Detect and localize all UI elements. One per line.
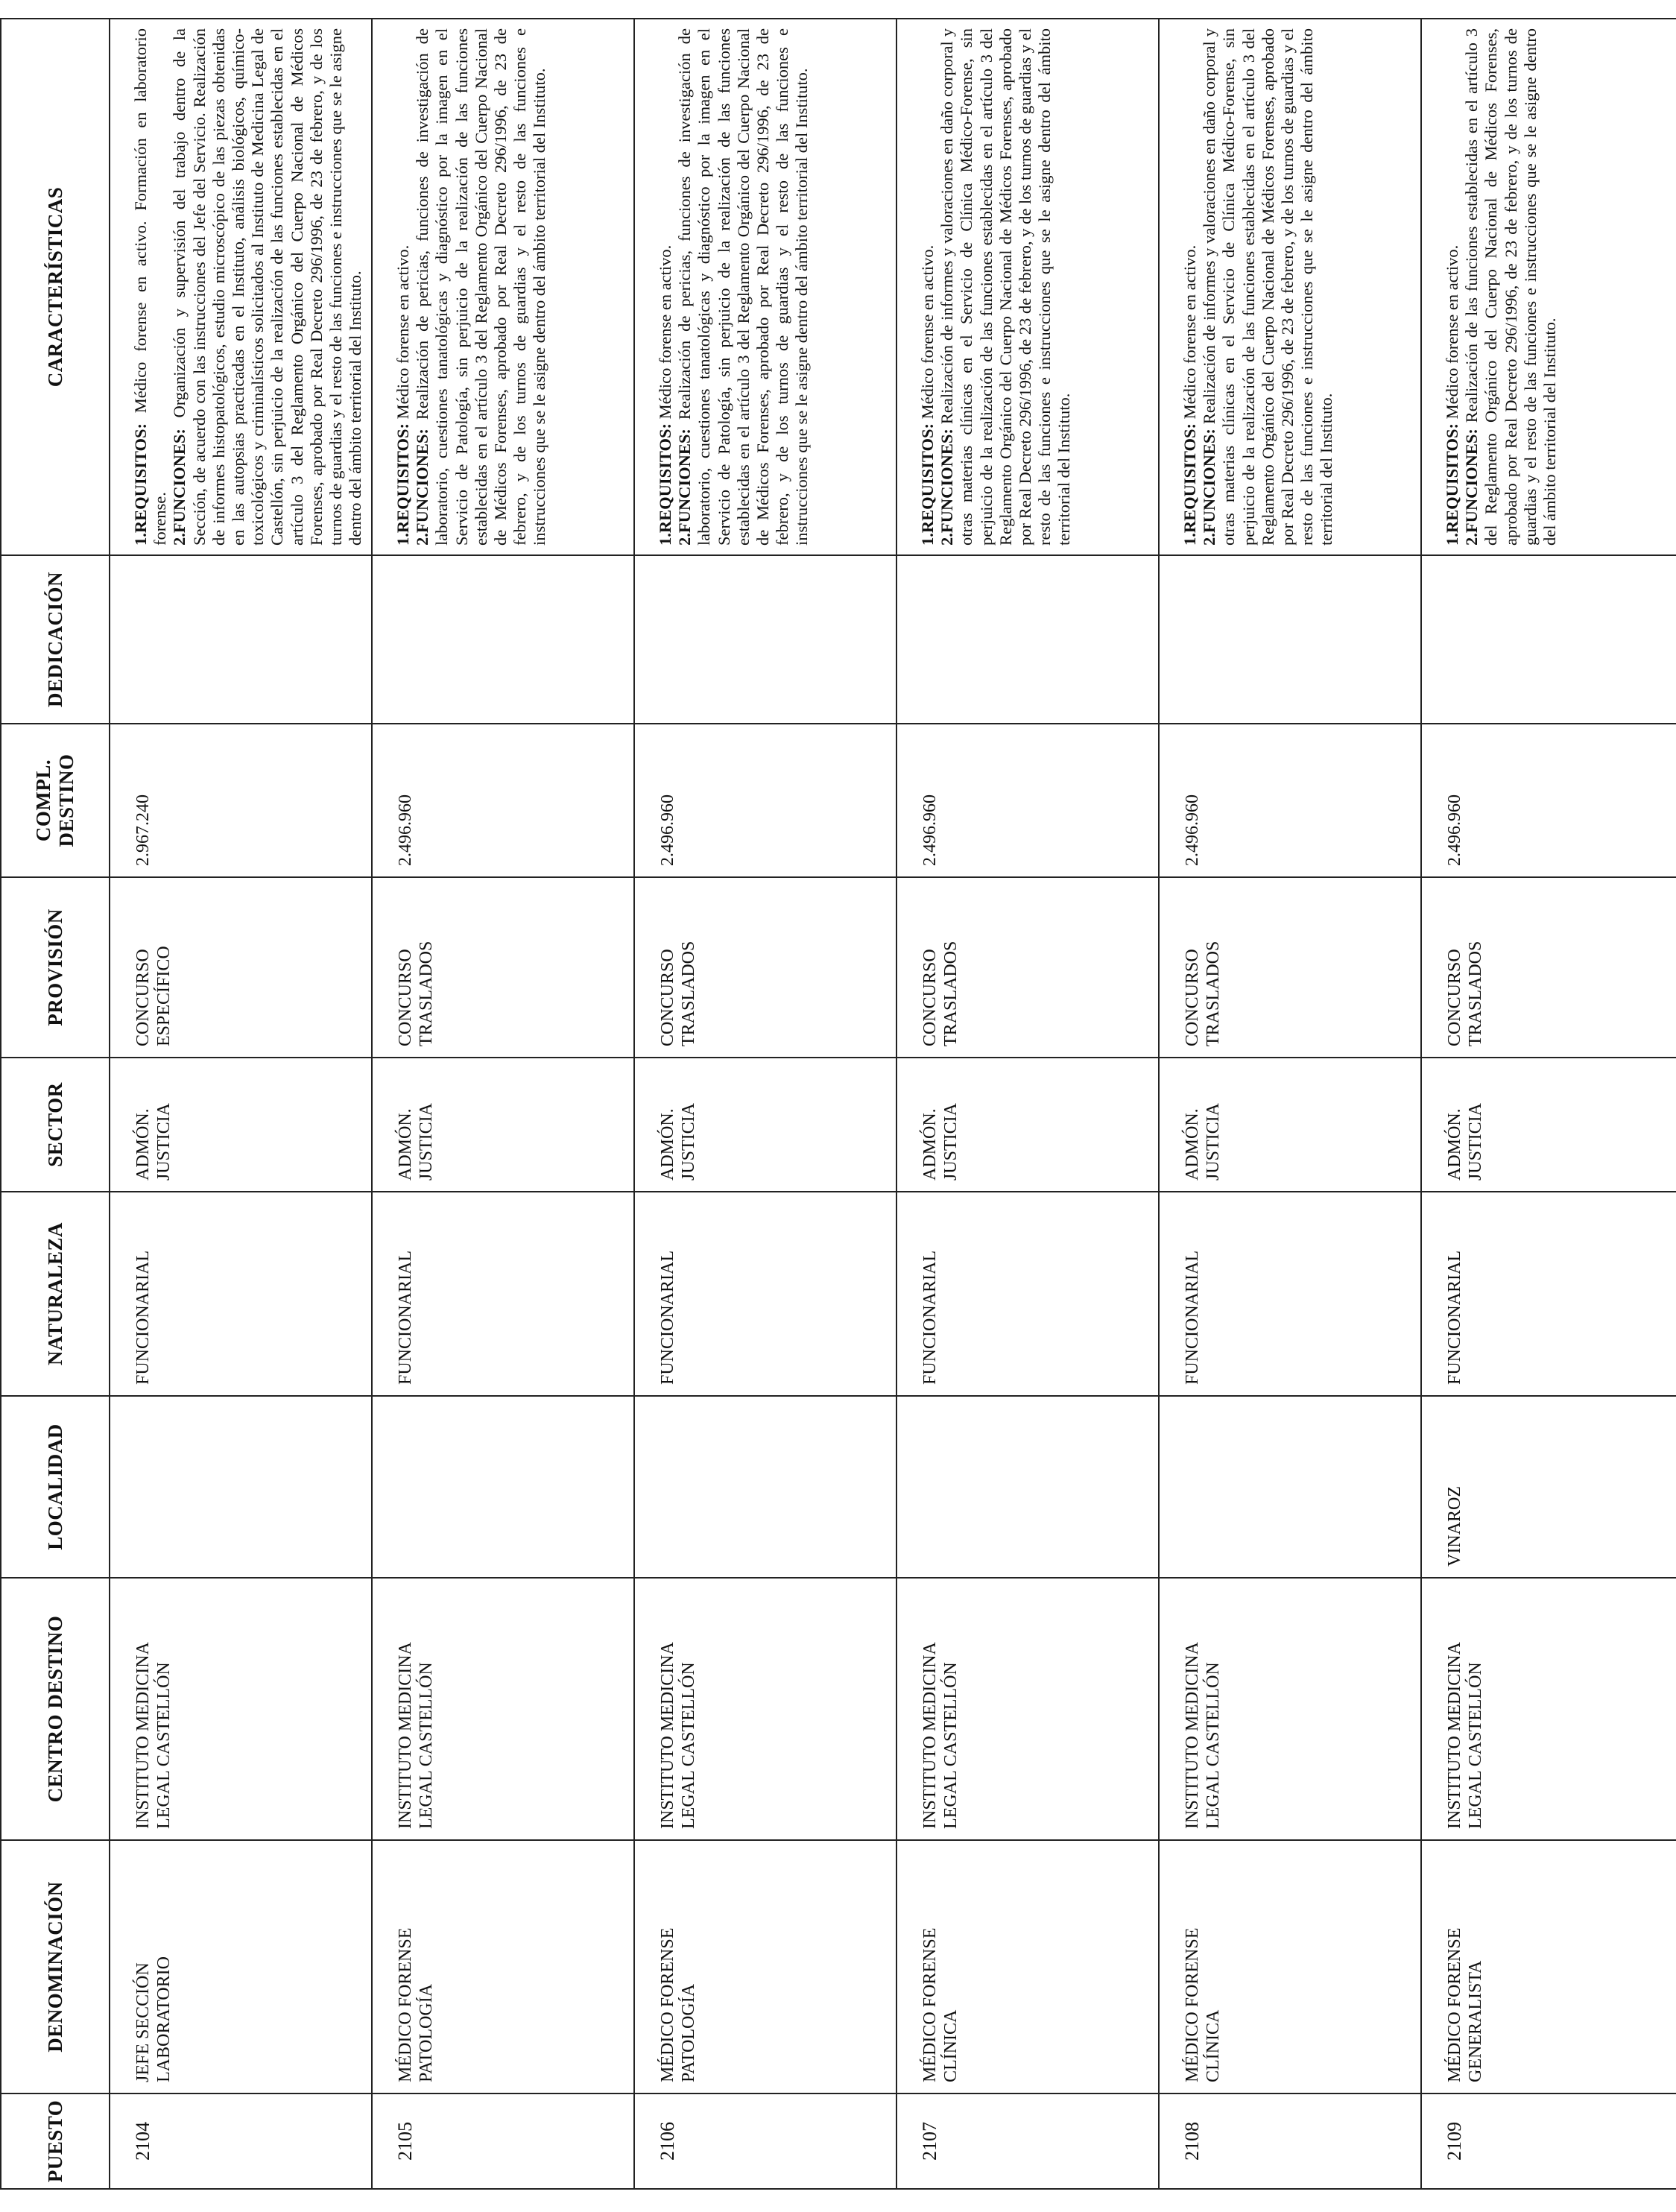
funciones-text: Realización de informes y valoraciones en daño corporal y otras materias clínicas en el Servicio de Clínica Médico-Forense, sin perjuicio de la realización de las funciones establecidas en el artículo 3 del Reglamento Orgánico del Cuerpo Nacional de Médicos Forenses, aprobado por Real Decreto 296/1996, de 23 de febrero, y de los turnos de guardias y el resto de las funciones e instrucciones que se le asigne dentro del ámbito territorial del Instituto. [937, 28, 1074, 546]
denominacion-cell: MÉDICO FORENSE CLÍNICA [896, 1840, 1159, 2094]
centro-destino-cell: INSTITUTO MEDICINA LEGAL CASTELLÓN [634, 1578, 896, 1840]
naturaleza-cell: FUNCIONARIAL [1159, 1192, 1421, 1396]
requisitos-text: Médico forense en activo. [1443, 244, 1461, 420]
denominacion-cell: JEFE SECCIÓN LABORATORIO [110, 1840, 372, 2094]
provision-cell: CONCURSO ESPECÍFICO [110, 877, 372, 1058]
table-row [1421, 19, 1676, 2189]
requisitos-text: Médico forense en activo. [656, 244, 674, 420]
puesto-cell: 2106 [634, 2094, 896, 2189]
caracteristicas-cell [372, 19, 634, 555]
header-puesto: PUESTO [1, 2094, 110, 2189]
provision-cell: CONCURSO TRASLADOS [1421, 877, 1676, 1058]
centro-destino-cell: INSTITUTO MEDICINA LEGAL CASTELLÓN [1421, 1578, 1676, 1840]
sector-cell: ADMÓN. JUSTICIA [372, 1058, 634, 1192]
provision-cell: CONCURSO TRASLADOS [1159, 877, 1421, 1058]
sector-cell: ADMÓN. JUSTICIA [1421, 1058, 1676, 1192]
localidad-cell [110, 1396, 372, 1578]
compl-destino-cell: 2.496.960 [634, 724, 896, 877]
compl-destino-cell: 2.967.240 [110, 724, 372, 877]
localidad-cell [1159, 1396, 1421, 1578]
puesto-cell: 2107 [896, 2094, 1159, 2189]
header-row [1, 19, 110, 2189]
compl-destino-cell: 2.496.960 [1421, 724, 1676, 877]
puesto-cell: 2105 [372, 2094, 634, 2189]
dedicacion-cell [1421, 555, 1676, 724]
localidad-cell [896, 1396, 1159, 1578]
compl-destino-cell: 2.496.960 [372, 724, 634, 877]
requisitos-label: 1.REQUISITOS: [1180, 423, 1199, 546]
requisitos-label: 1.REQUISITOS: [656, 423, 674, 546]
funciones-text: Organización y supervisión del trabajo dentro de la Sección, de acuerdo con las instrucciones del Jefe del Servicio. Realización de informes histopatológicos, estudio microscópico de las piezas obtenidas en las autopsias practicadas en el Instituto, análisis biológicos, químico-toxicológicos y criminalísticos solicitados al Instituto de Medicina Legal de Castellón, sin perjuicio de la realización de las funciones establecidas en el artículo 3 del Reglamento Orgánico del Cuerpo Nacional de Médicos Forenses, aprobado por Real Decreto 296/1996, de 23 de febrero, y de los turnos de guardias y el resto de las funciones e instrucciones que se le asigne dentro del ámbito territorial del Instituto. [170, 28, 365, 546]
puesto-cell: 2108 [1159, 2094, 1421, 2189]
header-compl-destino: COMPL. DESTINO [1, 724, 110, 877]
puesto-cell: 2104 [110, 2094, 372, 2189]
denominacion-cell: MÉDICO FORENSE PATOLOGÍA [634, 1840, 896, 2094]
requisitos-label: 1.REQUISITOS: [131, 423, 150, 546]
sector-cell: ADMÓN. JUSTICIA [896, 1058, 1159, 1192]
sector-cell: ADMÓN. JUSTICIA [110, 1058, 372, 1192]
centro-destino-cell: INSTITUTO MEDICINA LEGAL CASTELLÓN [1159, 1578, 1421, 1840]
caracteristicas-cell [110, 19, 372, 555]
localidad-cell: VINAROZ [1421, 1396, 1676, 1578]
centro-destino-cell: INSTITUTO MEDICINA LEGAL CASTELLÓN [372, 1578, 634, 1840]
funciones-label: 2.FUNCIONES: [170, 429, 189, 546]
naturaleza-cell: FUNCIONARIAL [634, 1192, 896, 1396]
requisitos-label: 1.REQUISITOS: [1443, 423, 1461, 546]
header-naturaleza: NATURALEZA [1, 1192, 110, 1396]
provision-cell: CONCURSO TRASLADOS [634, 877, 896, 1058]
header-centro-destino: CENTRO DESTINO [1, 1578, 110, 1840]
requisitos-text: Médico forense en activo. Formación en laboratorio forense. [131, 28, 170, 546]
funciones-label: 2.FUNCIONES: [1462, 429, 1481, 546]
table-row [896, 19, 1159, 2189]
caracteristicas-cell [896, 19, 1159, 555]
funciones-label: 2.FUNCIONES: [1200, 429, 1219, 546]
localidad-cell [634, 1396, 896, 1578]
compl-destino-cell: 2.496.960 [896, 724, 1159, 877]
puestos-table [0, 18, 1676, 2190]
sector-cell: ADMÓN. JUSTICIA [634, 1058, 896, 1192]
denominacion-cell: MÉDICO FORENSE PATOLOGÍA [372, 1840, 634, 2094]
naturaleza-cell: FUNCIONARIAL [110, 1192, 372, 1396]
table-row [634, 19, 896, 2189]
provision-cell: CONCURSO TRASLADOS [896, 877, 1159, 1058]
dedicacion-cell [634, 555, 896, 724]
funciones-label: 2.FUNCIONES: [937, 429, 957, 546]
table-row [110, 19, 372, 2189]
denominacion-cell: MÉDICO FORENSE GENERALISTA [1421, 1840, 1676, 2094]
header-denominacion: DENOMINACIÓN [1, 1840, 110, 2094]
caracteristicas-cell [1421, 19, 1676, 555]
requisitos-label: 1.REQUISITOS: [393, 423, 412, 546]
caracteristicas-cell [634, 19, 896, 555]
dedicacion-cell [896, 555, 1159, 724]
dedicacion-cell [1159, 555, 1421, 724]
dedicacion-cell [110, 555, 372, 724]
header-localidad: LOCALIDAD [1, 1396, 110, 1578]
header-provision: PROVISIÓN [1, 877, 110, 1058]
denominacion-cell: MÉDICO FORENSE CLÍNICA [1159, 1840, 1421, 2094]
funciones-text: Realización de pericias, funciones de investigación de laboratorio, cuestiones tanatológicas y diagnóstico por la imagen en el Servicio de Patología, sin perjuicio de la realización de las funciones establecidas en el artículo 3 del Reglamento Orgánico del Cuerpo Nacional de Médicos Forenses, aprobado por Real Decreto 296/1996, de 23 de febrero, y de los turnos de guardias y el resto de las funciones e instrucciones que se le asigne dentro del ámbito territorial del Instituto. [675, 28, 812, 546]
localidad-cell [372, 1396, 634, 1578]
dedicacion-cell [372, 555, 634, 724]
requisitos-label: 1.REQUISITOS: [918, 423, 937, 546]
caracteristicas-cell [1159, 19, 1421, 555]
header-caracteristicas: CARACTERÍSTICAS [1, 19, 110, 555]
funciones-text: Realización de las funciones establecidas en el artículo 3 del Reglamento Orgánico del Cuerpo Nacional de Médicos Forenses, aprobado por Real Decreto 296/1996, de 23 de febrero, y de los turnos de guardias y el resto de las funciones e instrucciones que se le asigne dentro del ámbito territorial del Instituto. [1462, 28, 1560, 546]
header-sector: SECTOR [1, 1058, 110, 1192]
naturaleza-cell: FUNCIONARIAL [896, 1192, 1159, 1396]
puesto-cell: 2109 [1421, 2094, 1676, 2189]
naturaleza-cell: FUNCIONARIAL [1421, 1192, 1676, 1396]
header-dedicacion: DEDICACIÓN [1, 555, 110, 724]
centro-destino-cell: INSTITUTO MEDICINA LEGAL CASTELLÓN [110, 1578, 372, 1840]
requisitos-text: Médico forense en activo. [1180, 244, 1199, 420]
sector-cell: ADMÓN. JUSTICIA [1159, 1058, 1421, 1192]
table-row [372, 19, 634, 2189]
centro-destino-cell: INSTITUTO MEDICINA LEGAL CASTELLÓN [896, 1578, 1159, 1840]
funciones-text: Realización de informes y valoraciones en daño corporal y otras materias clínicas en el Servicio de Clínica Médico-Forense, sin perjuicio de la realización de las funciones establecidas en el artículo 3 del Reglamento Orgánico del Cuerpo Nacional de Médicos Forenses, aprobado por Real Decreto 296/1996, de 23 de febrero, y de los turnos de guardias y el resto de las funciones e instrucciones que se le asigne dentro del ámbito territorial del Instituto. [1200, 28, 1336, 546]
table-row [1159, 19, 1421, 2189]
funciones-text: Realización de pericias, funciones de investigación de laboratorio, cuestiones tanatológicas y diagnóstico por la imagen en el Servicio de Patología, sin perjuicio de la realización de las funciones establecidas en el artículo 3 del Reglamento Orgánico del Cuerpo Nacional de Médicos Forenses, aprobado por Real Decreto 296/1996, de 23 de febrero, y de los turnos de guardias y el resto de las funciones e instrucciones que se le asigne dentro del ámbito territorial del Instituto. [413, 28, 549, 546]
funciones-label: 2.FUNCIONES: [413, 429, 432, 546]
requisitos-text: Médico forense en activo. [393, 244, 412, 420]
requisitos-text: Médico forense en activo. [918, 244, 937, 420]
compl-destino-cell: 2.496.960 [1159, 724, 1421, 877]
provision-cell: CONCURSO TRASLADOS [372, 877, 634, 1058]
naturaleza-cell: FUNCIONARIAL [372, 1192, 634, 1396]
funciones-label: 2.FUNCIONES: [675, 429, 695, 546]
